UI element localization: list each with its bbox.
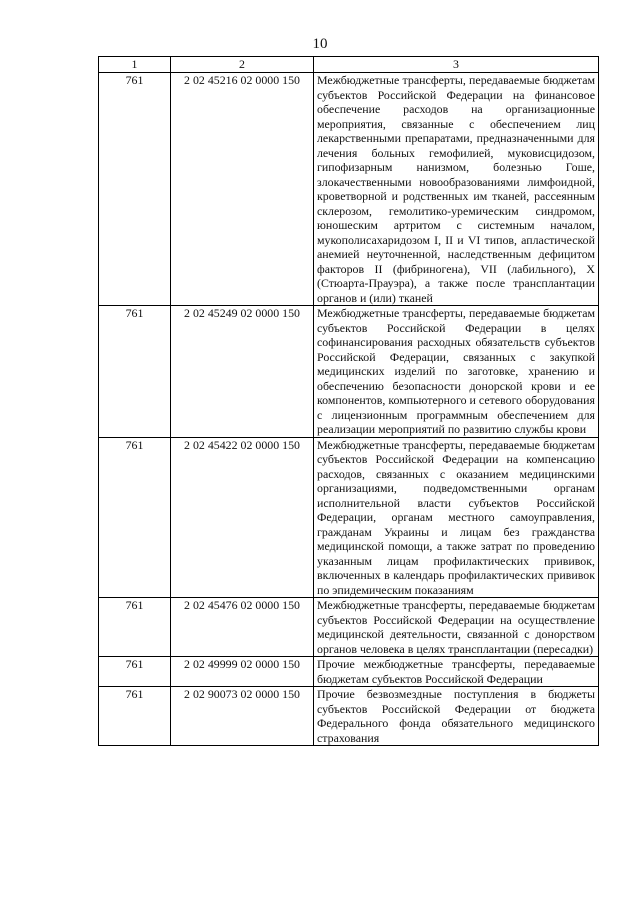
income-name-cell: Межбюджетные трансферты, передаваемые бюджетам субъектов Российской Федерации на осуществление медицинской деятельности, связанной с донорством органов человека в целях трансплантации (пересадки)	[314, 598, 599, 657]
table-row	[99, 598, 599, 657]
income-name-cell: Межбюджетные трансферты, передаваемые бюджетам субъектов Российской Федерации на компенсацию расходов, связанных с оказанием медицинскими организациями, подведомственными органам исполнительной власти субъектов Российской Федерации, органам местного самоуправления, гражданам Украины и лицам без гражданства медицинской помощи, а также затрат по проведению указанным лицам профилактических прививок, включенных в календарь профилактических прививок по эпидемическим показаниям	[314, 437, 599, 598]
table-row	[99, 657, 599, 687]
income-code-cell: 2 02 45216 02 0000 150	[171, 73, 314, 306]
income-name-cell: Межбюджетные трансферты, передаваемые бюджетам субъектов Российской Федерации на финансовое обеспечение расходов на организационные мероприятия, связанные с обеспечением лиц лекарственными препаратами, предназначенными для лечения больных гемофилией, муковисцидозом, гипофизарным нанизмом, болезнью Гоше, злокачественными новообразованиями лимфоидной, кроветворной и родственных им тканей, рассеянным склерозом, гемолитико-уремическим синдромом, юношеским артритом с системным началом, мукополисахаридозом I, II и VI типов, апластической анемией неуточненной, наследственным дефицитом факторов II (фибриногена), VII (лабильного), X (Стюарта-Прауэра), а также после трансплантации органов и (или) тканей	[314, 73, 599, 306]
income-name-cell: Прочие межбюджетные трансферты, передаваемые бюджетам субъектов Российской Федерации	[314, 657, 599, 687]
column-header-3: 3	[314, 57, 599, 73]
income-code-cell: 2 02 49999 02 0000 150	[171, 657, 314, 687]
table-row	[99, 437, 599, 598]
income-code-cell: 2 02 45422 02 0000 150	[171, 437, 314, 598]
admin-code-cell: 761	[99, 306, 171, 438]
table-header-row	[99, 57, 599, 73]
admin-code-cell: 761	[99, 687, 171, 746]
admin-code-cell: 761	[99, 73, 171, 306]
column-header-2: 2	[171, 57, 314, 73]
column-header-1: 1	[99, 57, 171, 73]
table-row	[99, 306, 599, 438]
income-code-cell: 2 02 45476 02 0000 150	[171, 598, 314, 657]
income-name-cell: Прочие безвозмездные поступления в бюджеты субъектов Российской Федерации от бюджета Федерального фонда обязательного медицинского страхования	[314, 687, 599, 746]
page-number: 10	[312, 36, 328, 52]
admin-code-cell: 761	[99, 657, 171, 687]
table-row	[99, 687, 599, 746]
budget-codes-table	[98, 56, 599, 746]
table-row	[99, 73, 599, 306]
admin-code-cell: 761	[99, 437, 171, 598]
income-code-cell: 2 02 90073 02 0000 150	[171, 687, 314, 746]
income-name-cell: Межбюджетные трансферты, передаваемые бюджетам субъектов Российской Федерации в целях софинансирования расходных обязательств субъектов Российской Федерации, связанных с закупкой медицинских изделий по заготовке, хранению и обеспечению безопасности донорской крови и ее компонентов, компьютерного и сетевого оборудования с лицензионным программным обеспечением для реализации мероприятий по развитию службы крови	[314, 306, 599, 438]
income-code-cell: 2 02 45249 02 0000 150	[171, 306, 314, 438]
admin-code-cell: 761	[99, 598, 171, 657]
